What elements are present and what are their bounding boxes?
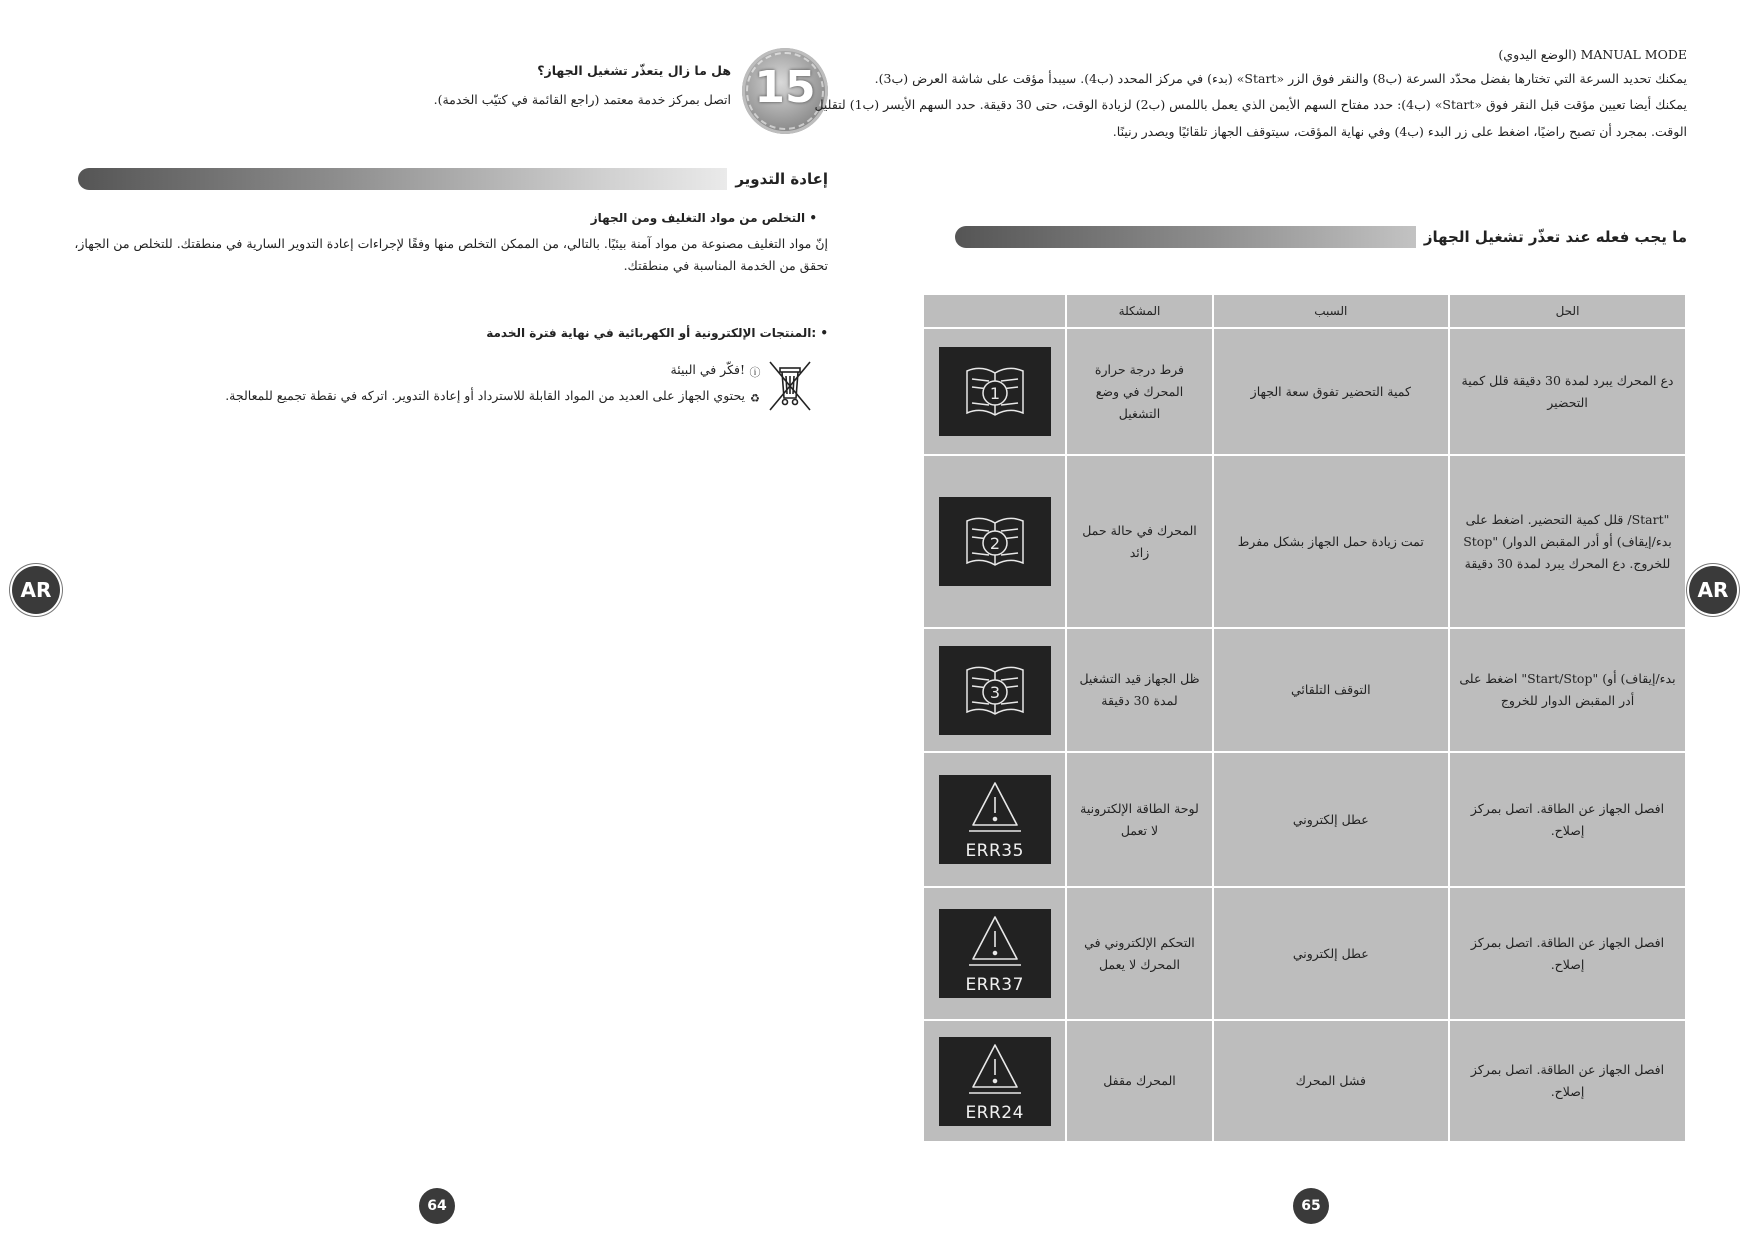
table-row xyxy=(923,1020,1686,1142)
table-header-row xyxy=(923,294,1686,328)
manual-mode-paragraph-1: يمكنك تحديد السرعة التي تختارها بفضل محدّد السرعة (ب8) والنقر فوق الزر «Start» (بدء) في مركز المحدد (ب4). سيبدأ مؤقت على شاشة العرض (ب3). xyxy=(874,71,1687,86)
open-manual-icon xyxy=(939,497,1051,586)
display-cell xyxy=(923,628,1066,752)
table-row xyxy=(923,455,1686,628)
display-cell xyxy=(923,752,1066,887)
display-screen xyxy=(939,497,1051,586)
solution-cell: افصل الجهاز عن الطاقة. اتصل بمركز إصلاح. xyxy=(1449,752,1686,887)
recycling-title: إعادة التدوير xyxy=(727,168,828,190)
display-cell xyxy=(923,328,1066,455)
troubleshooting-table xyxy=(922,293,1687,1143)
page-number-left: 64 xyxy=(419,1188,455,1224)
error-code: ERR37 xyxy=(965,975,1024,995)
solution-cell: بدء/إيقاف) أو) "Start/Stop" اضغط على أدر المقبض الدوار للخروج xyxy=(1449,628,1686,752)
problem-cell: لوحة الطاقة الإلكترونية لا تعمل xyxy=(1066,752,1212,887)
manual-code: 1 xyxy=(989,384,1000,403)
recycle-line xyxy=(225,388,761,405)
packaging-title: • التخلص من مواد التغليف ومن الجهاز xyxy=(590,211,817,225)
language-tab-right: AR xyxy=(1689,566,1737,614)
open-manual-icon xyxy=(939,347,1051,436)
cause-cell: تمت زيادة حمل الجهاز بشكل مفرط xyxy=(1213,455,1449,628)
header-solution: الحل xyxy=(1449,294,1686,328)
environment-text: !فكّر في البيئة xyxy=(670,362,745,377)
solution-cell: افصل الجهاز عن الطاقة. اتصل بمركز إصلاح. xyxy=(1449,1020,1686,1142)
packaging-text: إنّ مواد التغليف مصنوعة من مواد آمنة بيئيًا. بالتالي، من الممكن التخلص منها وفقًا لإجراءات إعادة التدوير السارية في منطقتك. للتخلص من الجهاز، تحقق من الخدمة المناسبة في منطقتك. xyxy=(74,236,828,273)
problem-cell: المحرك مقفل xyxy=(1066,1020,1212,1142)
electronic-products-title: • :المنتجات الإلكترونية أو الكهربائية في نهاية فترة الخدمة xyxy=(486,326,828,340)
badge-number: 15 xyxy=(754,62,816,113)
guarantee-15-badge-icon xyxy=(742,48,828,134)
troubleshooting-title: ما يجب فعله عند تعذّر تشغيل الجهاز xyxy=(1416,226,1687,248)
display-screen xyxy=(939,347,1051,436)
problem-cell: المحرك في حالة حمل زائد xyxy=(1066,455,1212,628)
cause-cell: التوقف التلقائي xyxy=(1213,628,1449,752)
display-screen xyxy=(939,646,1051,735)
recycle-text: يحتوي الجهاز على العديد من المواد القابلة للاسترداد أو إعادة التدوير. اتركه في نقطة تجميع للمعالجة. xyxy=(225,388,745,403)
table-row xyxy=(923,752,1686,887)
recycling-section-header xyxy=(78,168,828,190)
cause-cell: عطل إلكتروني xyxy=(1213,752,1449,887)
troubleshooting-section-header xyxy=(955,226,1687,248)
cause-cell: كمية التحضير تفوق سعة الجهاز xyxy=(1213,328,1449,455)
display-cell xyxy=(923,455,1066,628)
crossed-bin-icon xyxy=(764,358,816,414)
header-problem: المشكلة xyxy=(1066,294,1212,328)
problem-cell: التحكم الإلكتروني في المحرك لا يعمل xyxy=(1066,887,1212,1020)
manual-code: 3 xyxy=(989,682,1000,702)
page-number-right: 65 xyxy=(1293,1188,1329,1224)
still-not-working-title: هل ما زال يتعذّر تشغيل الجهاز؟ xyxy=(537,63,731,78)
manual-code: 2 xyxy=(989,534,1000,553)
cause-cell: فشل المحرك xyxy=(1213,1020,1449,1142)
display-screen xyxy=(939,909,1051,998)
table-row xyxy=(923,628,1686,752)
display-cell xyxy=(923,887,1066,1020)
service-center-text: اتصل بمركز خدمة معتمد (راجع القائمة في كتيّب الخدمة). xyxy=(433,92,731,107)
solution-cell: دع المحرك يبرد لمدة 30 دقيقة قلل كمية التحضير xyxy=(1449,328,1686,455)
solution-cell: افصل الجهاز عن الطاقة. اتصل بمركز إصلاح. xyxy=(1449,887,1686,1020)
recycle-icon: ♻ xyxy=(750,392,760,405)
table-row xyxy=(923,887,1686,1020)
error-code: ERR24 xyxy=(965,1102,1024,1123)
open-manual-icon xyxy=(939,646,1051,735)
display-screen xyxy=(939,1037,1051,1126)
cause-cell: عطل إلكتروني xyxy=(1213,887,1449,1020)
problem-cell: فرط درجة حرارة المحرك في وضع التشغيل xyxy=(1066,328,1212,455)
header-display xyxy=(923,294,1066,328)
info-circle-icon: ⓘ xyxy=(749,366,761,379)
error-code: ERR35 xyxy=(965,841,1024,861)
solution-cell: "Start/ قلل كمية التحضير. اضغط على بدء/إيقاف) أو أدر المقبض الدوار) "Stop للخروج. دع المحرك يبرد لمدة 30 دقيقة xyxy=(1449,455,1686,628)
manual-mode-paragraph-3: الوقت. بمجرد أن تصبح راضيًا، اضغط على زر البدء (ب4) وفي نهاية المؤقت، سيتوقف الجهاز تلقائيًا ويصدر رنينًا. xyxy=(1112,124,1687,139)
manual-mode-paragraph-2: يمكنك أيضا تعيين مؤقت قبل النقر فوق «Start» (ب4): حدد مفتاح السهم الأيمن الذي يعمل باللمس (ب2) لزيادة الوقت، حتى 30 دقيقة. حدد السهم الأيسر (ب1) لتقليل xyxy=(814,97,1687,112)
display-screen xyxy=(939,775,1051,864)
table-row xyxy=(923,328,1686,455)
problem-cell: ظل الجهاز قيد التشغيل لمدة 30 دقيقة xyxy=(1066,628,1212,752)
manual-mode-title: MANUAL MODE (الوضع اليدوي) xyxy=(1498,47,1687,62)
display-cell xyxy=(923,1020,1066,1142)
environment-line xyxy=(671,362,761,379)
header-cause: السبب xyxy=(1213,294,1449,328)
language-tab-left: AR xyxy=(12,566,60,614)
